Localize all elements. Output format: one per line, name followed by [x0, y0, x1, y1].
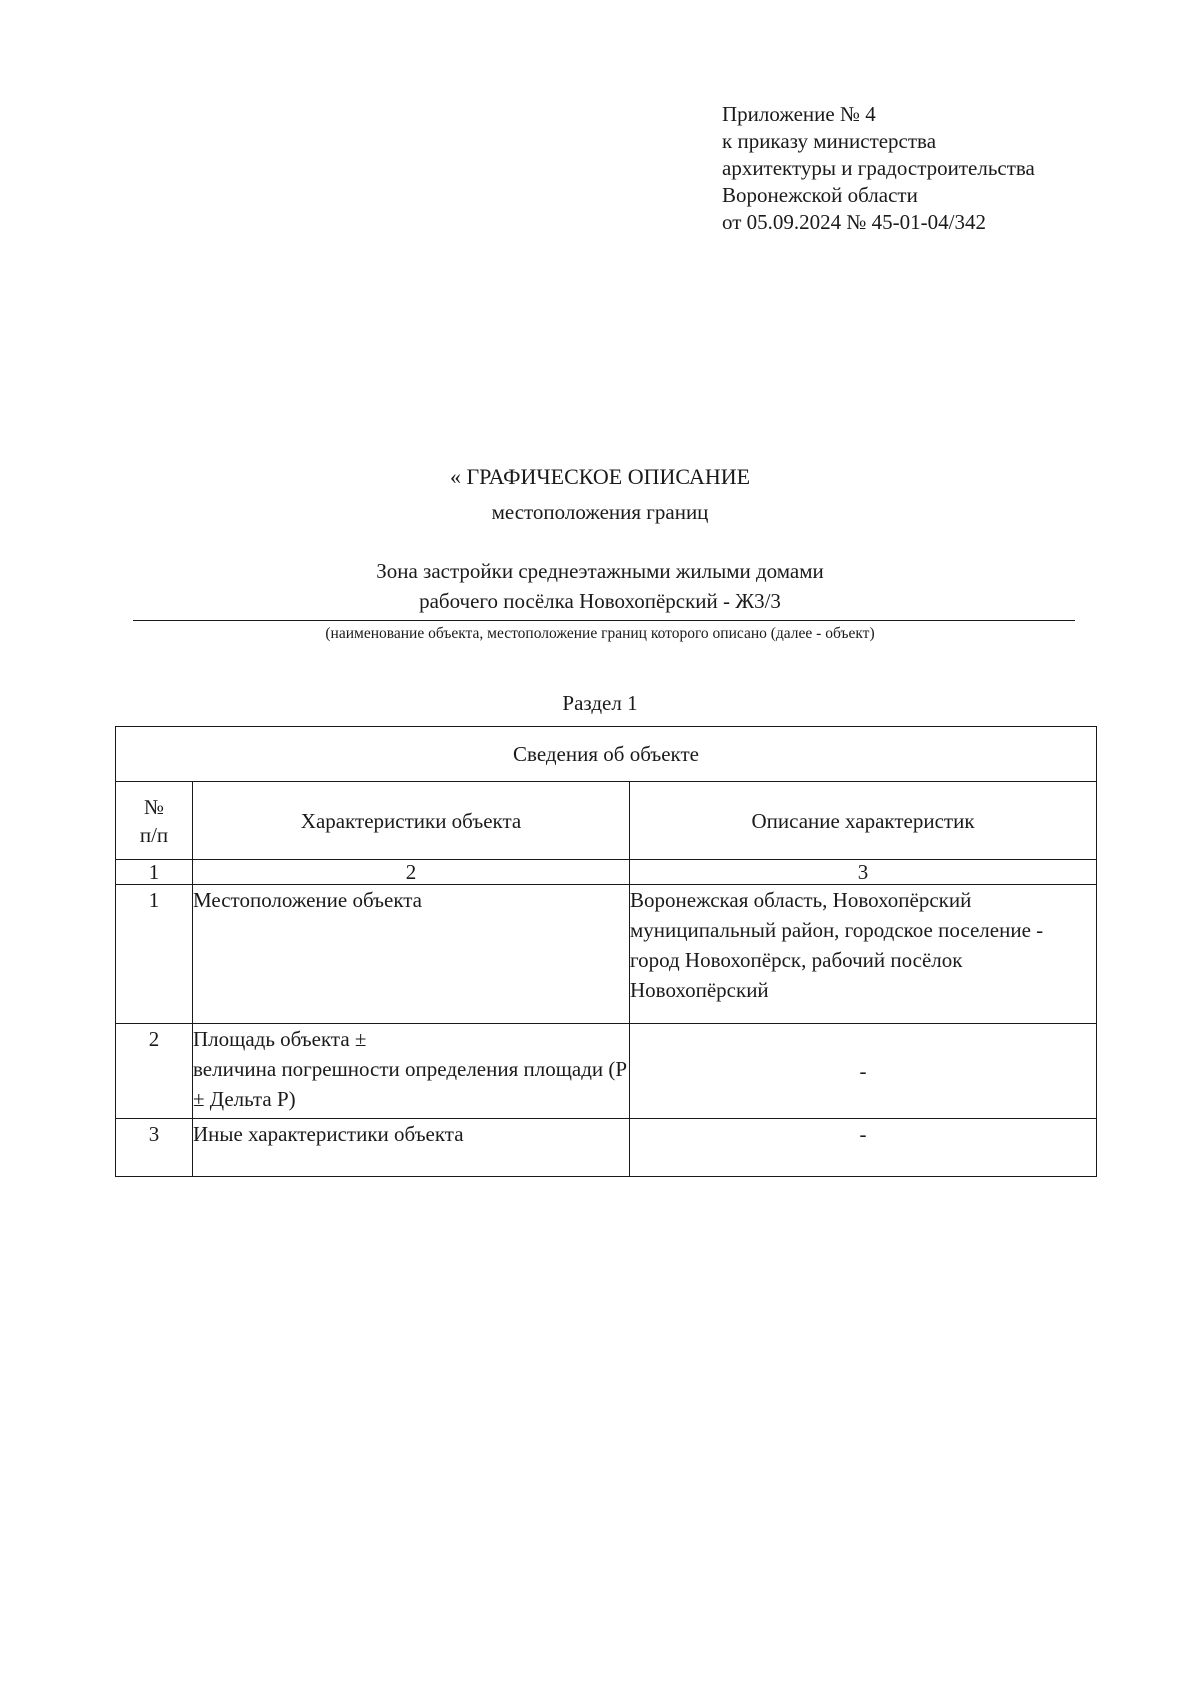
header-characteristic: Характеристики объекта: [193, 782, 630, 860]
row-description: -: [630, 1024, 1097, 1119]
row-index: 1: [116, 885, 193, 1024]
table-row: [116, 885, 1097, 1024]
approval-line: Воронежской области: [722, 183, 918, 207]
section-title: Раздел 1: [562, 691, 638, 715]
object-name-line: рабочего посёлка Новохопёрский - Ж3/3: [419, 589, 781, 613]
row-description: -: [630, 1119, 1097, 1177]
row-description: Воронежская область, Новохопёрский муниципальный район, городское поселение - город Новохопёрск, рабочий посёлок Новохопёрский: [630, 885, 1097, 1024]
column-number: 3: [630, 860, 1097, 885]
column-number: 2: [193, 860, 630, 885]
document-title: « ГРАФИЧЕСКОЕ ОПИСАНИЕ: [449, 464, 751, 489]
header-index: № п/п: [116, 782, 193, 860]
object-name-line: Зона застройки среднеэтажными жилыми домами: [376, 559, 824, 583]
document-subtitle: местоположения границ: [491, 500, 709, 524]
table-row: [116, 1024, 1097, 1119]
table-header-row: [116, 782, 1097, 860]
row-index: 2: [116, 1024, 193, 1119]
table-caption-row: [116, 727, 1097, 782]
approval-line: к приказу министерства: [722, 129, 937, 153]
approval-line: Приложение № 4: [722, 102, 876, 126]
approval-block: [722, 101, 1035, 236]
row-characteristic: Площадь объекта ± величина погрешности определения площади (Р ± Дельта Р): [193, 1024, 630, 1119]
header-description: Описание характеристик: [630, 782, 1097, 860]
column-number: 1: [116, 860, 193, 885]
approval-line: от 05.09.2024 № 45-01-04/342: [722, 210, 987, 234]
row-characteristic: Иные характеристики объекта: [193, 1119, 630, 1177]
object-caption: (наименование объекта, местоположение границ которого описано (далее - объект): [325, 625, 875, 642]
column-number-row: [116, 860, 1097, 885]
object-name-underline: [133, 620, 1075, 621]
object-name: [0, 556, 1200, 616]
table-row: [116, 1119, 1097, 1177]
table-caption: Сведения об объекте: [116, 727, 1097, 782]
approval-line: архитектуры и градостроительства: [722, 156, 1035, 180]
row-index: 3: [116, 1119, 193, 1177]
row-characteristic: Местоположение объекта: [193, 885, 630, 1024]
object-info-table: [115, 726, 1097, 1177]
